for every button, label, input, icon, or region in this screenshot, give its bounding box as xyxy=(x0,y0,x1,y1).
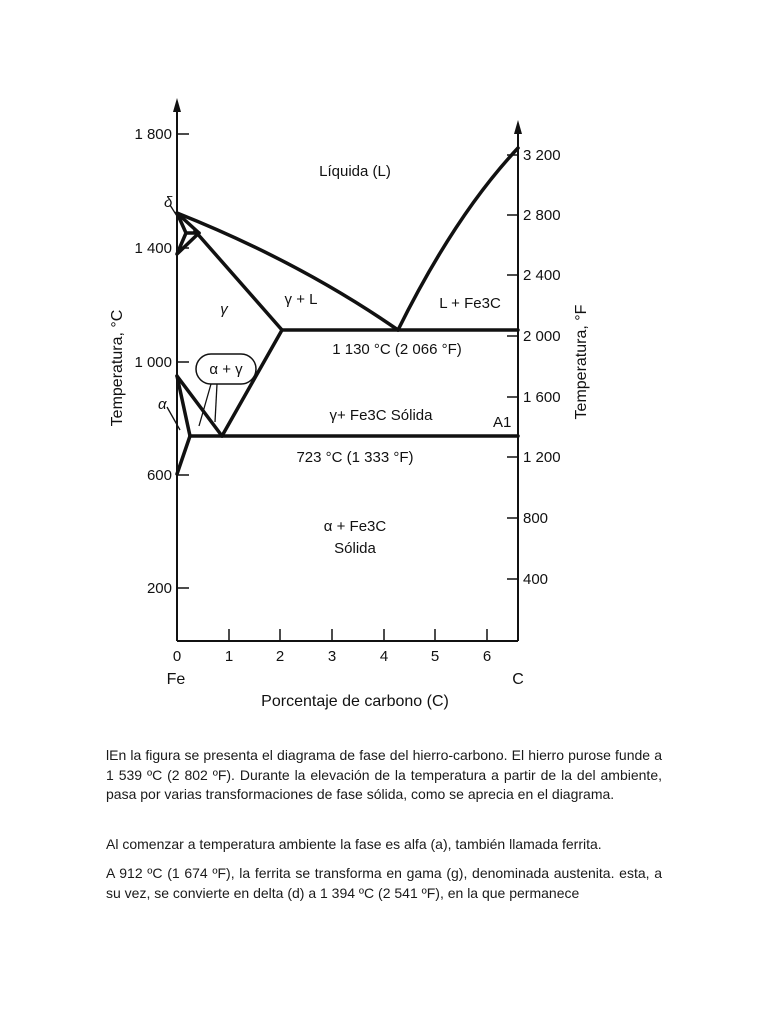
x-tick-label: 1 xyxy=(224,648,234,665)
right-tick-label: 1 600 xyxy=(523,389,561,406)
x-tick-label: 6 xyxy=(482,648,492,665)
x-tick-label: 3 xyxy=(327,648,337,665)
right-tick-label: 3 200 xyxy=(523,147,561,164)
right-axis-arrow xyxy=(514,120,522,134)
region-alpha-plus-fe3c: α + Fe3C xyxy=(323,518,387,535)
left-tick-label: 1 800 xyxy=(134,126,172,143)
right-tick-label: 400 xyxy=(523,571,549,588)
paragraph-intro: lEn la figura se presenta el diagrama de fase del hierro-carbono. El hierro purose funde a 1 539 ºC (2 802 ºF). Durante la elevación de la temperatura a partir de la del ambiente, pasa por varias transformaciones de fase sólida, como se aprecia en el diagrama. xyxy=(106,747,662,802)
right-tick-label: 1 200 xyxy=(523,449,561,466)
right-tick-label: 2 400 xyxy=(523,267,561,284)
eutectic-temperature: 1 130 °C (2 066 °F) xyxy=(332,341,462,358)
region-delta: δ xyxy=(164,194,173,211)
left-ticks xyxy=(177,134,189,588)
region-alpha-plus-gamma: α + γ xyxy=(209,361,243,378)
region-solid-label: Sólida xyxy=(334,540,376,557)
x-tick-label: 0 xyxy=(172,648,182,665)
alpha-solvus xyxy=(177,436,190,474)
x-tick-label: 4 xyxy=(379,648,389,665)
c-label: C xyxy=(512,671,524,688)
eutectoid-temperature: 723 °C (1 333 °F) xyxy=(296,449,414,466)
right-tick-label: 2 800 xyxy=(523,207,561,224)
region-gamma: γ xyxy=(220,301,228,318)
x-tick-label: 2 xyxy=(275,648,285,665)
region-gamma-plus-fe3c: γ+ Fe3C Sólida xyxy=(329,407,433,424)
a1-label: A1 xyxy=(493,414,512,431)
x-ticks xyxy=(229,629,487,641)
right-tick-label: 2 000 xyxy=(523,328,561,345)
left-tick-label: 200 xyxy=(146,580,172,597)
x-axis-title: Porcentaje de carbono (C) xyxy=(261,693,449,710)
region-l-plus-fe3c: L + Fe3C xyxy=(439,295,501,312)
paragraph-transformations: A 912 ºC (1 674 ºF), la ferrita se transforma en gama (g), denominada austenita. esta, a su vez, se convierte en delta (d) a 1 394 ºC (2 541 ºF), en la que permanece xyxy=(106,865,662,901)
paragraph-alpha: Al comenzar a temperatura ambiente la fase es alfa (a), también llamada ferrita. xyxy=(106,836,602,852)
left-tick-label: 1 400 xyxy=(134,240,172,257)
fe-label: Fe xyxy=(166,671,186,688)
right-ticks xyxy=(507,155,518,579)
left-axis-title: Temperatura, °C xyxy=(109,309,126,427)
region-gamma-plus-l: γ + L xyxy=(284,291,318,308)
liquidus-left xyxy=(177,213,398,330)
left-tick-label: 600 xyxy=(146,467,172,484)
region-liquid: Líquida (L) xyxy=(319,163,391,180)
x-tick-label: 5 xyxy=(430,648,440,665)
right-axis-title: Temperatura, °F xyxy=(573,304,590,420)
left-axis-arrow xyxy=(173,98,181,112)
left-tick-label: 1 000 xyxy=(134,354,172,371)
solidus-austenite xyxy=(195,231,282,330)
right-tick-label: 800 xyxy=(523,510,549,527)
region-alpha: α xyxy=(158,396,167,413)
